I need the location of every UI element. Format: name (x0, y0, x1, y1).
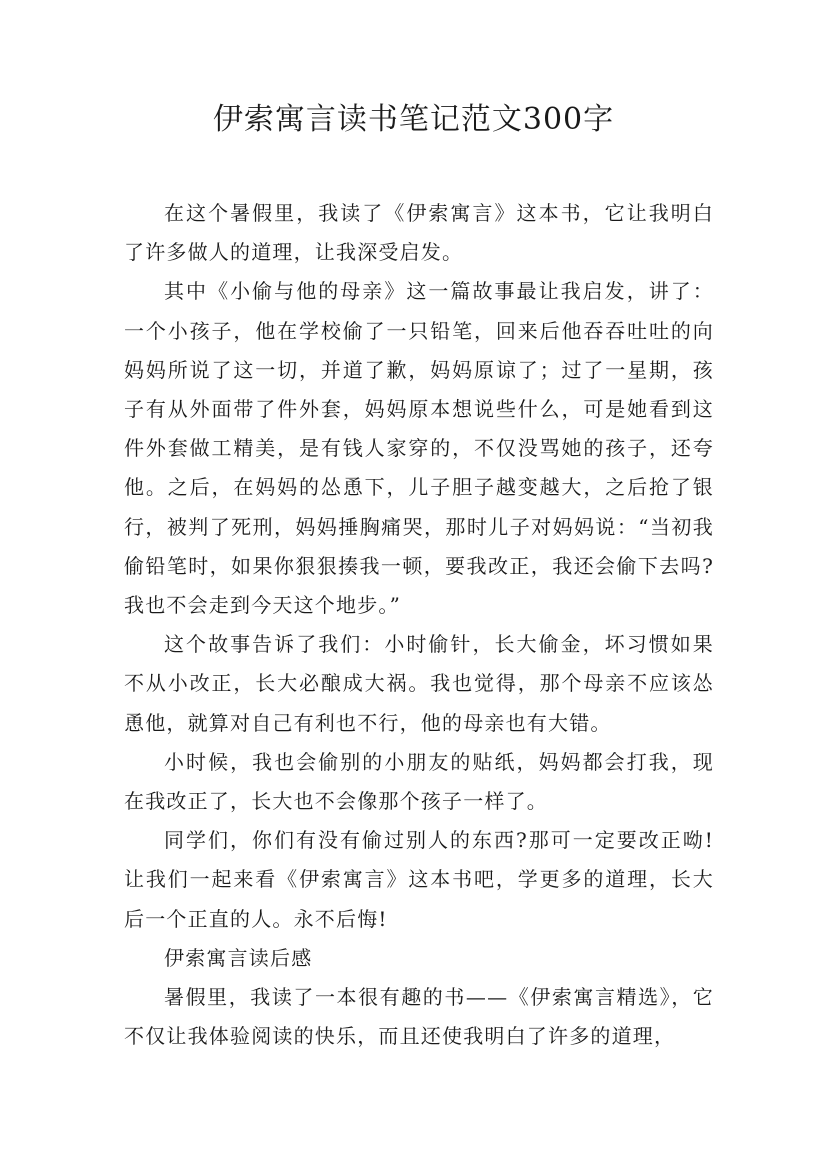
paragraph-1: 在这个暑假里，我读了《伊索寓言》这本书，它让我明白了许多做人的道理，让我深受启发。 (124, 201, 714, 265)
paragraph-2: 其中《小偷与他的母亲》这一篇故事最让我启发，讲了：一个小孩子，他在学校偷了一只铅笔，回来后他吞吞吐吐的向妈妈所说了这一切，并道了歉，妈妈原谅了；过了一星期，孩子有从外面带了件外套，妈妈原本想说些什么，可是她看到这件外套做工精美，是有钱人家穿的，不仅没骂她的孩子，还夸他。之后，在妈妈的怂恿下，儿子胆子越变越大，之后抢了银行，被判了死刑，妈妈捶胸痛哭，那时儿子对妈妈说：“当初我偷铅笔时，如果你狠狠揍我一顿，要我改正，我还会偷下去吗?我也不会走到今天这个地步。” (124, 279, 714, 618)
document-body (124, 194, 714, 1056)
section-heading: 伊索寓言读后感 (164, 945, 313, 970)
paragraph-6: 暑假里，我读了一本很有趣的书——《伊索寓言精选》，它不仅让我体验阅读的快乐，而且还使我明白了许多的道理， (124, 985, 714, 1049)
paragraph-3: 这个故事告诉了我们：小时偷针，长大偷金，坏习惯如果不从小改正，长大必酿成大祸。我也觉得，那个母亲不应该怂恿他，就算对自己有利也不行，他的母亲也有大错。 (124, 632, 714, 735)
paragraph-5: 同学们，你们有没有偷过别人的东西?那可一定要改正呦!让我们一起来看《伊索寓言》这本书吧，学更多的道理，长大后一个正直的人。永不后悔! (124, 828, 714, 931)
paragraph-4: 小时候，我也会偷别的小朋友的贴纸，妈妈都会打我，现在我改正了，长大也不会像那个孩子一样了。 (124, 749, 714, 814)
document-title: 伊索寓言读书笔记范文300字 (212, 102, 615, 137)
